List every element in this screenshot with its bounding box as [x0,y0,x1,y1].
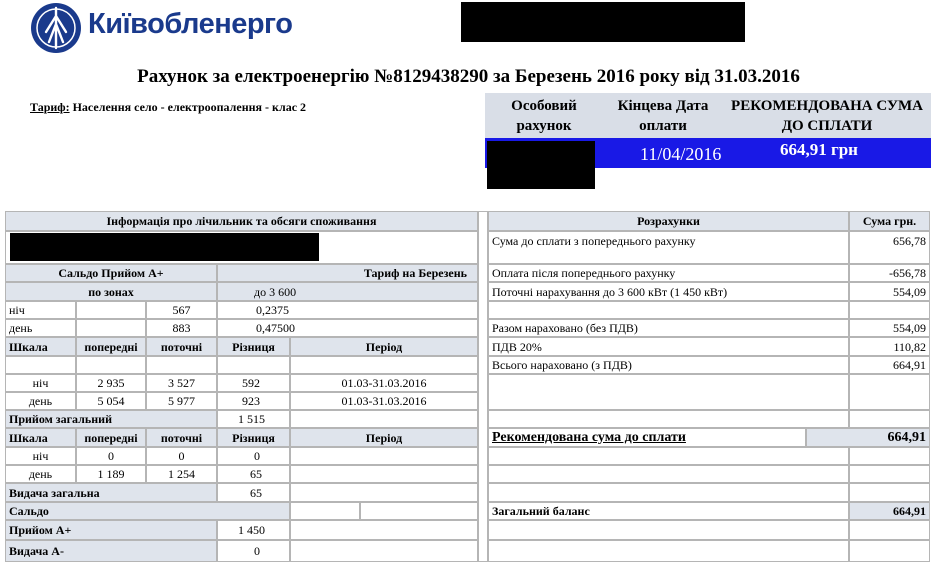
output-zone: ніч [5,447,76,465]
redacted-meter [10,233,319,261]
page-title: Рахунок за електроенергію №8129438290 за Березень 2016 року від 31.03.2016 [137,66,800,87]
output-total-value: 65 [217,483,290,502]
intake-current: 5 977 [146,392,217,410]
calc-row-label: Оплата після попереднього рахунку [488,264,849,282]
output-previous: 1 189 [76,465,146,483]
empty-cell [5,356,76,374]
saldo-zones-label-1: Сальдо Прийом А+ [5,264,217,282]
tariff-label: Тариф: [30,100,70,114]
empty-cell [290,520,478,540]
output-previous: 0 [76,447,146,465]
empty-cell [360,502,478,520]
output-current: 0 [146,447,217,465]
intake-difference: 923 [217,392,290,410]
output-total-label: Видача загальна [5,483,217,502]
output-difference: 65 [217,465,290,483]
col-current: поточні [146,428,217,447]
zone-rate-tariff: 0,2375 [217,301,478,319]
output-a-label: Видача А- [5,540,217,562]
col-difference: Різниця [217,337,290,356]
saldo-zones-label-2: по зонах [5,282,217,301]
empty-cell [849,447,930,465]
tariff-limit: до 3 600 [217,282,478,301]
empty-cell [488,520,849,540]
empty-cell [76,356,146,374]
tariff-month-label: Тариф на Березень [217,264,478,282]
empty-cell [488,540,849,562]
empty-cell [290,540,478,562]
balance-value: 664,91 [849,502,930,520]
empty-cell [849,483,930,502]
output-current: 1 254 [146,465,217,483]
saldo-label: Сальдо [5,502,290,520]
intake-difference: 592 [217,374,290,392]
calc-row-label: Разом нараховано (без ПДВ) [488,319,849,337]
empty-cell [290,410,478,428]
zone-rate-tariff: 0,47500 [217,319,478,337]
intake-previous: 5 054 [76,392,146,410]
empty-cell [488,465,849,483]
output-difference: 0 [217,447,290,465]
col-scale: Шкала [5,428,76,447]
bill-table [5,211,930,562]
col-previous: попередні [76,428,146,447]
calc-row-label: Поточні нарахування до 3 600 кВт (1 450 кВт) [488,282,849,301]
intake-total-value: 1 515 [217,410,290,428]
output-a-value: 0 [217,540,290,562]
intake-zone: день [5,392,76,410]
meter-section-title: Інформація про лічильник та обсяги споживання [5,211,478,231]
col-scale: Шкала [5,337,76,356]
recommended-amount: 664,91 грн [780,140,858,159]
account-column-header: Особовий рахунок [511,97,577,134]
recommended-value: 664,91 [806,428,930,447]
redacted-account [487,141,595,189]
col-current: поточні [146,337,217,356]
logo-text: Київобленерго [88,8,293,40]
empty-cell [488,301,849,319]
empty-cell [849,540,930,562]
empty-cell [849,301,930,319]
empty-cell [488,483,849,502]
empty-cell [290,465,478,483]
empty-cell [290,447,478,465]
due-date-value: 11/04/2016 [640,144,722,164]
calc-amount-header: Сума грн. [849,211,930,231]
output-zone: день [5,465,76,483]
summary-header [485,93,931,138]
balance-label: Загальний баланс [488,502,849,520]
empty-cell [488,447,849,465]
due-date-column-header: Кінцева Дата оплати [617,97,709,134]
intake-a-label: Прийом А+ [5,520,217,540]
zone-rate-empty [76,301,146,319]
col-previous: попередні [76,337,146,356]
tariff-value: Населення село - електроопалення - клас 2 [69,100,307,114]
intake-current: 3 527 [146,374,217,392]
empty-cell [217,356,290,374]
intake-period: 01.03-31.03.2016 [290,392,478,410]
redacted-block [461,2,745,42]
calc-row-value: 554,09 [849,319,930,337]
empty-cell [488,374,849,410]
recommended-label: Рекомендована сума до сплати [488,428,806,447]
empty-cell [849,374,930,410]
calc-row-value: 554,09 [849,282,930,301]
calc-row-label: Сума до сплати з попереднього рахунку [488,231,849,264]
empty-cell [290,502,360,520]
zone-rate-value: 883 [146,319,217,337]
calc-row-value: 664,91 [849,356,930,374]
intake-zone: ніч [5,374,76,392]
intake-total-label: Прийом загальний [5,410,217,428]
empty-cell [488,410,849,428]
col-difference: Різниця [217,428,290,447]
zone-rate-label: день [5,319,76,337]
calc-row-label: ПДВ 20% [488,337,849,356]
col-period: Період [290,428,478,447]
empty-cell [849,520,930,540]
empty-cell [146,356,217,374]
zone-rate-empty [76,319,146,337]
calc-row-label: Всього нараховано (з ПДВ) [488,356,849,374]
zone-rate-label: ніч [5,301,76,319]
zone-rate-value: 567 [146,301,217,319]
calc-row-value: 656,78 [849,231,930,264]
empty-cell [849,410,930,428]
intake-previous: 2 935 [76,374,146,392]
column-separator [478,211,488,562]
intake-a-value: 1 450 [217,520,290,540]
calc-row-value: 110,82 [849,337,930,356]
calc-section-title: Розрахунки [488,211,849,231]
logo-icon [30,2,82,54]
empty-cell [290,356,478,374]
empty-cell [849,465,930,483]
intake-period: 01.03-31.03.2016 [290,374,478,392]
calc-row-value: -656,78 [849,264,930,282]
empty-cell [290,483,478,502]
col-period: Період [290,337,478,356]
tariff-line [30,100,306,115]
recommended-column-header: РЕКОМЕНДОВАНА СУМА ДО СПЛАТИ [731,97,923,134]
